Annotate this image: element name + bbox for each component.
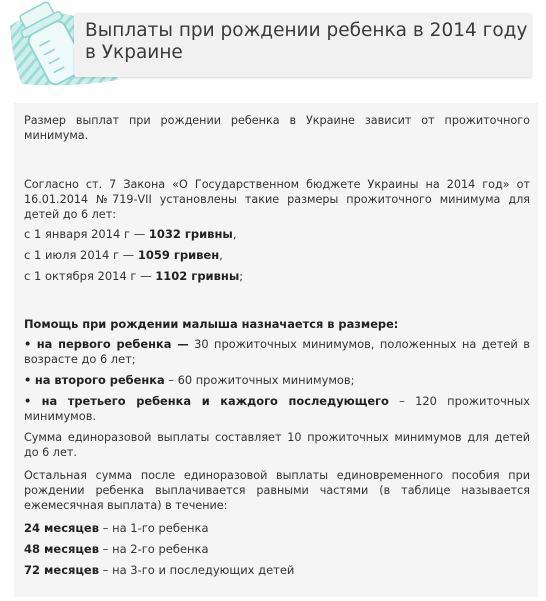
list-item: • на второго ребенка – 60 прожиточных минимумов; — [24, 373, 355, 387]
period-line: 48 месяцев – на 2-го ребенка — [24, 542, 209, 556]
rate-line: с 1 июля 2014 г — 1059 гривен, — [24, 248, 223, 262]
rate-amount: 1059 гривен — [137, 248, 220, 262]
period-line: 72 месяцев – на 3-го и последующих детей — [24, 563, 295, 577]
rate-amount: 1032 гривны — [148, 227, 233, 241]
remaining-paragraph: Остальная сумма после единоразовой выплаты единовременного пособия при рождении ребенка выплачивается равными частями (в таблице называется ежемесячная выплата) в течение: — [24, 469, 530, 512]
help-heading: Помощь при рождении малыша назначается в размере: — [24, 317, 399, 331]
period-line: 24 месяцев – на 1-го ребенка — [24, 521, 209, 535]
page-title: Выплаты при рождении ребенка в 2014 году в Украине — [85, 20, 528, 63]
page-header — [0, 0, 546, 90]
rate-amount: 1102 гривны — [155, 269, 240, 283]
article-content — [24, 113, 530, 584]
list-item: • на первого ребенка — 30 прожиточных минимумов, положенных на детей в возрасте до 6 лет; — [24, 337, 530, 366]
list-item: • на третьего ребенка и каждого последующего – 120 прожиточных минимумов. — [24, 394, 530, 423]
rate-line: с 1 января 2014 г — 1032 гривны, — [24, 227, 237, 241]
rate-line: с 1 октября 2014 г — 1102 гривны; — [24, 269, 244, 283]
law-paragraph: Согласно ст. 7 Закона «О Государственном бюджете Украины на 2014 год» от 16.01.2014 №719-VII установлены такие размеры прожиточного минимума для детей до 6 лет: — [24, 178, 530, 221]
intro-paragraph: Размер выплат при рождении ребенка в Украине зависит от прожиточного минимума. — [24, 114, 530, 142]
lump-sum-paragraph: Сумма единоразовой выплаты составляет 10 прожиточных минимумов для детей до 6 лет. — [24, 431, 530, 459]
